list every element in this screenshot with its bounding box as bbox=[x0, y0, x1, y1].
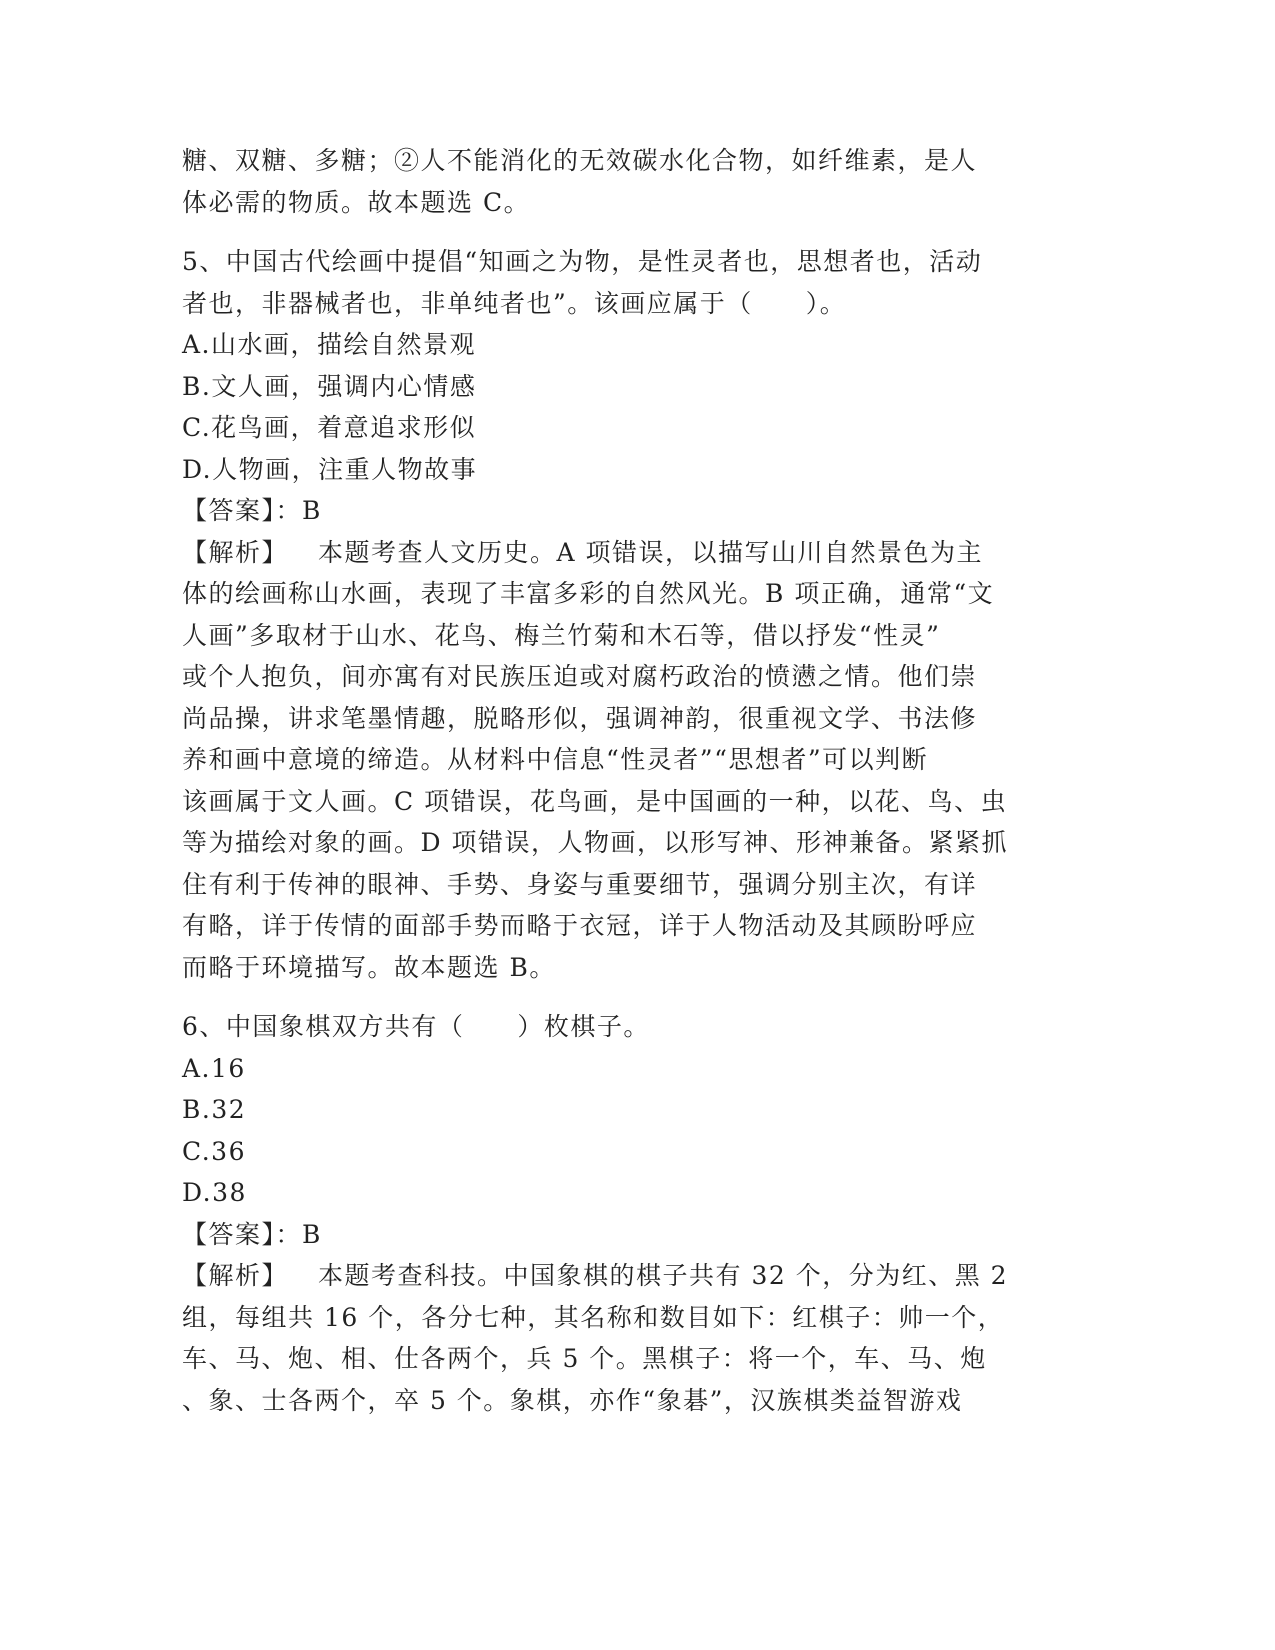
option-b: B.文人画，强调内心情感 bbox=[182, 371, 477, 401]
analysis-first-line bbox=[182, 532, 1042, 574]
option-d: D.38 bbox=[182, 1178, 247, 1207]
question-6 bbox=[182, 1006, 1042, 1421]
previous-explanation-tail bbox=[182, 140, 1042, 223]
question-stem: 者也，非器械者也，非单纯者也”。该画应属于（ ）。 bbox=[182, 288, 847, 318]
analysis-line: 等为描绘对象的画。D 项错误，人物画，以形写神、形神兼备。紧紧抓 bbox=[182, 828, 1008, 857]
analysis-text: 本题考查人文历史。A 项错误，以描写山川自然景色为主 bbox=[318, 537, 984, 567]
analysis-line: 尚品操，讲求笔墨情趣，脱略形似，强调神韵，很重视文学、书法修 bbox=[182, 703, 978, 733]
analysis-line: 该画属于文人画。C 项错误，花鸟画，是中国画的一种，以花、鸟、虫 bbox=[182, 786, 1008, 816]
text-line: 体必需的物质。故本题选 C。 bbox=[182, 187, 531, 217]
analysis-line: 或个人抱负，间亦寓有对民族压迫或对腐朽政治的愤懑之情。他们崇 bbox=[182, 662, 978, 691]
analysis-first-line bbox=[182, 1255, 1042, 1297]
option-c: C.36 bbox=[182, 1136, 246, 1166]
answer-label: 【答案】：B bbox=[182, 496, 322, 525]
question-5 bbox=[182, 241, 1042, 988]
text-line: 糖、双糖、多糖；②人不能消化的无效碳水化合物，如纤维素，是人 bbox=[182, 146, 978, 175]
analysis-line: 住有利于传神的眼神、手势、身姿与重要细节，强调分别主次，有详 bbox=[182, 869, 978, 899]
option-a: A.山水画，描绘自然景观 bbox=[182, 330, 477, 359]
analysis-line: 养和画中意境的缔造。从材料中信息“性灵者”“思想者”可以判断 bbox=[182, 745, 929, 774]
question-stem: 6、中国象棋双方共有（ ）枚棋子。 bbox=[182, 1012, 650, 1041]
option-c: C.花鸟画，着意追求形似 bbox=[182, 413, 477, 442]
spacer bbox=[182, 223, 1042, 241]
analysis-line: 组，每组共 16 个，各分七种，其名称和数目如下：红棋子：帅一个， bbox=[182, 1302, 1005, 1332]
analysis-line: 车、马、炮、相、仕各两个，兵 5 个。黑棋子：将一个，车、马、炮 bbox=[182, 1344, 987, 1373]
analysis-tag: 【解析】 bbox=[182, 1261, 289, 1290]
analysis-line: 体的绘画称山水画，表现了丰富多彩的自然风光。B 项正确，通常“文 bbox=[182, 579, 995, 608]
analysis-line: 有略，详于传情的面部手势而略于衣冠，详于人物活动及其顾盼呼应 bbox=[182, 911, 978, 940]
question-stem: 5、中国古代绘画中提倡“知画之为物，是性灵者也，思想者也，活动 bbox=[182, 247, 983, 276]
option-a: A.16 bbox=[182, 1053, 246, 1083]
analysis-line: 、象、士各两个，卒 5 个。象棋，亦作“象碁”，汉族棋类益智游戏 bbox=[182, 1385, 963, 1415]
option-d: D.人物画，注重人物故事 bbox=[182, 454, 478, 484]
analysis-line: 而略于环境描写。故本题选 B。 bbox=[182, 952, 556, 982]
spacer bbox=[182, 988, 1042, 1006]
analysis-line: 人画”多取材于山水、花鸟、梅兰竹菊和木石等，借以抒发“性灵” bbox=[182, 620, 941, 650]
document-page bbox=[182, 140, 1042, 1421]
answer-label: 【答案】：B bbox=[182, 1219, 322, 1249]
option-b: B.32 bbox=[182, 1095, 247, 1124]
analysis-tag: 【解析】 bbox=[182, 537, 289, 567]
analysis-text: 本题考查科技。中国象棋的棋子共有 32 个，分为红、黑 2 bbox=[318, 1261, 1009, 1290]
